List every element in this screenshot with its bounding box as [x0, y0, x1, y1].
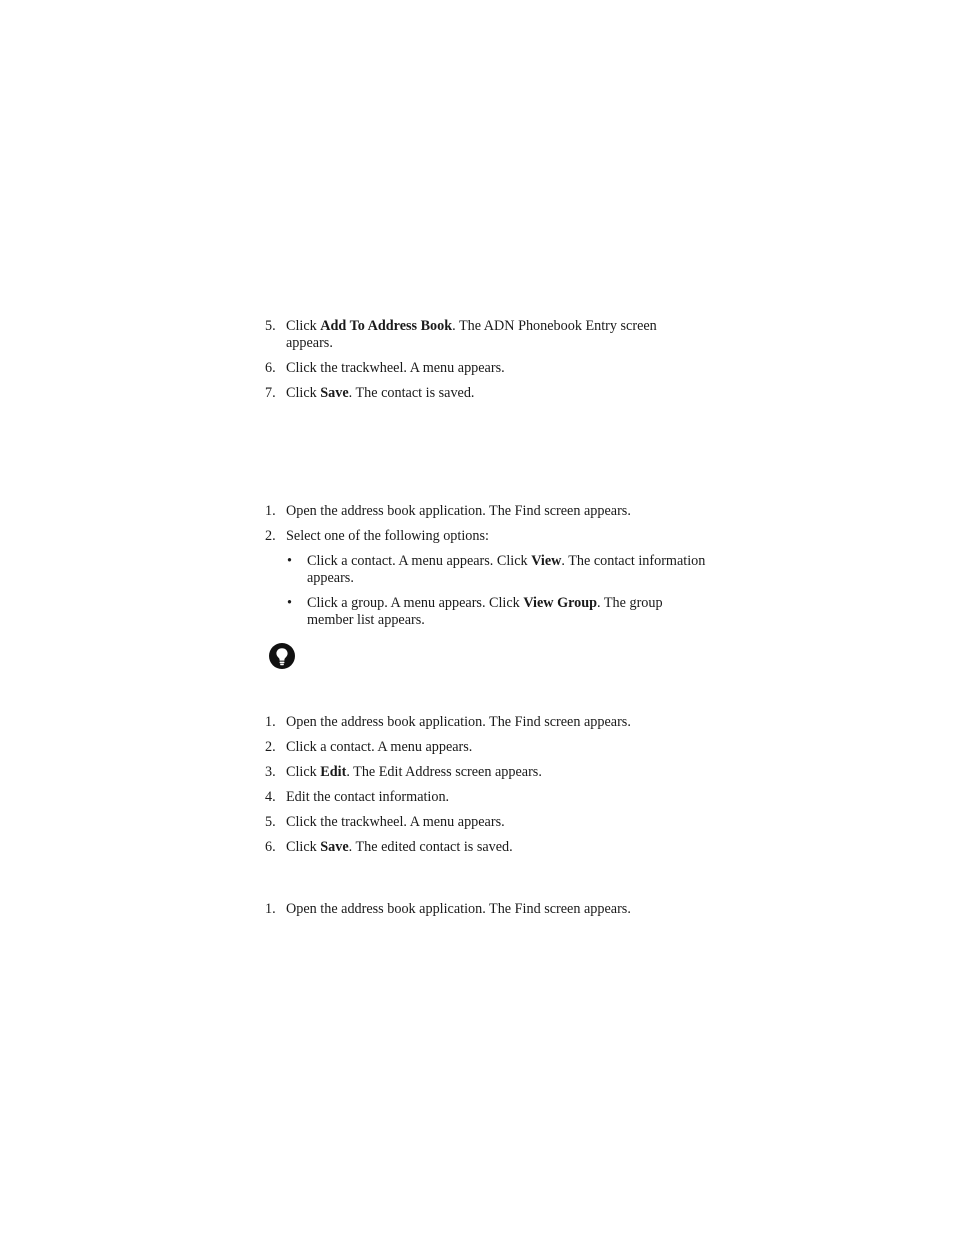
bullet-item — [287, 553, 707, 587]
bullet-dot: • — [287, 553, 292, 569]
list-item — [265, 528, 705, 545]
step-text: Open the address book application. The Find screen appears. — [286, 714, 631, 730]
step-number: 5. — [265, 318, 276, 334]
list-item — [265, 360, 705, 377]
bullet-item — [287, 595, 707, 629]
lightbulb-icon — [268, 642, 296, 670]
list-item — [265, 385, 705, 402]
list-item — [265, 714, 705, 731]
step-text: Click Edit. The Edit Address screen appears. — [286, 764, 542, 780]
step-text: Select one of the following options: — [286, 528, 489, 544]
list-item — [265, 503, 705, 520]
step-text: Click Save. The contact is saved. — [286, 385, 475, 401]
bullet-text: Click a contact. A menu appears. Click View. The contact information appears. — [307, 553, 706, 586]
bullet-dot: • — [287, 595, 292, 611]
list-item — [265, 318, 705, 352]
step-number: 6. — [265, 360, 276, 376]
bullet-text: Click a group. A menu appears. Click View Group. The group member list appears. — [307, 595, 663, 628]
step-number: 7. — [265, 385, 276, 401]
list-item — [265, 814, 705, 831]
step-text: Click Add To Address Book. The ADN Phonebook Entry screen appears. — [286, 318, 657, 351]
step-text: Click the trackwheel. A menu appears. — [286, 814, 505, 830]
step-text: Edit the contact information. — [286, 789, 450, 805]
step-text: Click the trackwheel. A menu appears. — [286, 360, 505, 376]
step-number: 4. — [265, 789, 276, 805]
step-number: 1. — [265, 714, 276, 730]
step-text: Click a contact. A menu appears. — [286, 739, 473, 755]
step-number: 2. — [265, 528, 276, 544]
step-number: 5. — [265, 814, 276, 830]
step-text: Click Save. The edited contact is saved. — [286, 839, 513, 855]
list-item — [265, 839, 705, 856]
step-text: Open the address book application. The Find screen appears. — [286, 503, 631, 519]
step-number: 1. — [265, 901, 276, 917]
step-number: 3. — [265, 764, 276, 780]
list-item — [265, 789, 705, 806]
list-item — [265, 901, 705, 918]
list-item — [265, 764, 705, 781]
step-text: Open the address book application. The Find screen appears. — [286, 901, 631, 917]
step-number: 2. — [265, 739, 276, 755]
step-number: 1. — [265, 503, 276, 519]
list-item — [265, 739, 705, 756]
step-number: 6. — [265, 839, 276, 855]
